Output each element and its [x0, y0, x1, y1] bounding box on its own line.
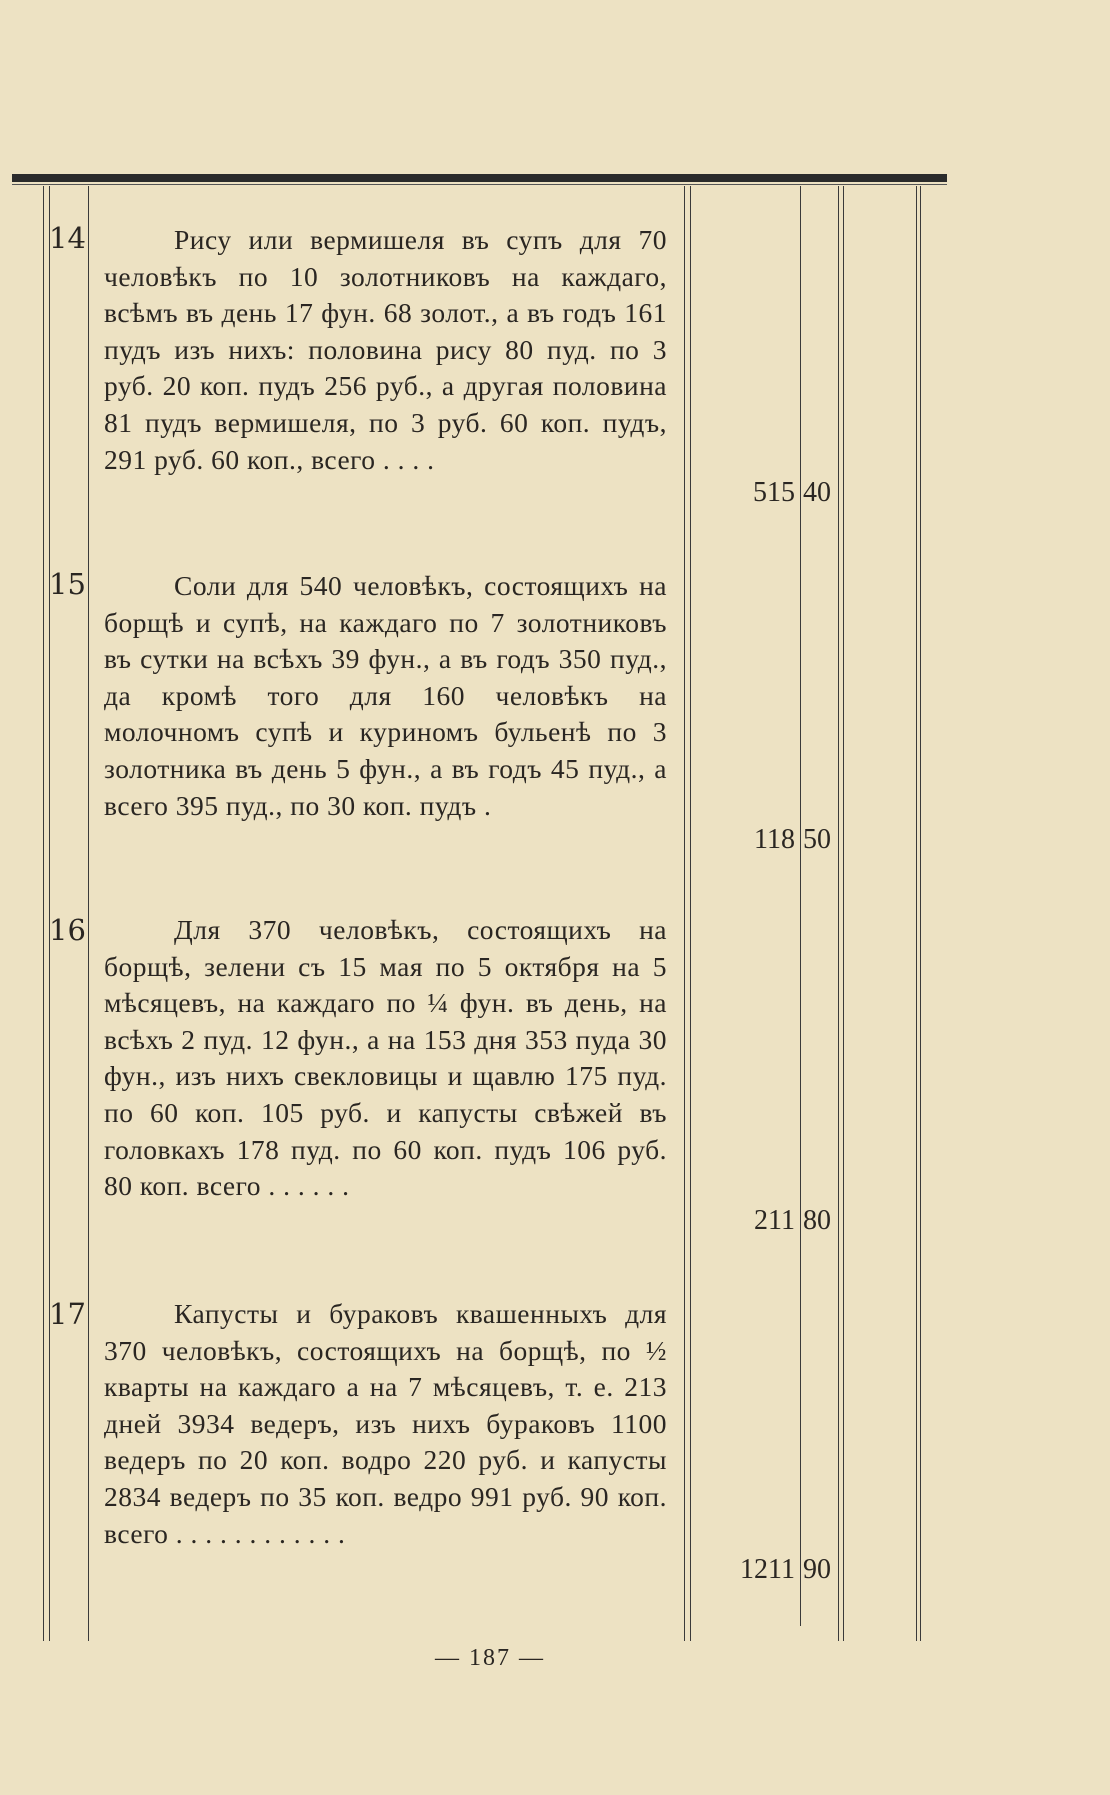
entry-number: 14 — [49, 221, 86, 255]
column-rule — [920, 186, 921, 1641]
column-rule — [838, 186, 839, 1641]
amount-kopecks: 80 — [803, 1205, 831, 1236]
amount-rubles: 1211 — [740, 1554, 795, 1585]
entry-text: Капусты и бураковъ квашенныхъ для 370 человѣкъ, состоящихъ на борщѣ, по ½ кварты на каждаго а на 7 мѣсяцевъ, т. е. 213 дней 3934 ведеръ, изъ нихъ бураковъ 1100 ведеръ по 20 коп. водро 220 руб. и капусты 2834 ведеръ по 35 коп. ведро 991 руб. 90 коп. всего . . . . . . . . . . . . — [104, 1298, 667, 1549]
amount-kopecks: 90 — [803, 1554, 831, 1585]
column-rule — [684, 186, 685, 1641]
amount-rubles: 515 — [753, 477, 795, 508]
entry-text: Рису или вермишеля въ супъ для 70 человѣкъ по 10 золотниковъ на каждаго, всѣмъ въ день 17 фун. 68 золот., а въ годъ 161 пудъ изъ нихъ: половина рису 80 пуд. по 3 руб. 20 коп. пудъ 256 руб., а другая половина 81 пудъ вермишеля, по 3 руб. 60 коп. пудъ, 291 руб. 60 коп., всего . . . . — [104, 224, 667, 475]
column-rule — [43, 186, 44, 1641]
entry-text: Соли для 540 человѣкъ, состоящихъ на борщѣ и супѣ, на каждаго по 7 золотниковъ въ сутки на всѣхъ 39 фун., а въ годъ 350 пуд., да кромѣ того для 160 человѣкъ на молочномъ супѣ и куриномъ бульенѣ по 3 золотника въ день 5 фун., а въ годъ 45 пуд., а всего 395 пуд., по 30 коп. пудъ . — [104, 570, 667, 821]
entry-number: 15 — [49, 567, 86, 601]
amount-kopecks: 50 — [803, 824, 831, 855]
column-rule — [843, 186, 844, 1641]
entry-text: Для 370 человѣкъ, состоящихъ на борщѣ, зелени съ 15 мая по 5 октября на 5 мѣсяцевъ, на каждаго по ¼ фун. въ день, на всѣхъ 2 пуд. 12 фун., а на 153 дня 353 пуда 30 фун., изъ нихъ свекловицы и щавлю 175 пуд. по 60 коп. 105 руб. и капусты свѣжей въ головкахъ 178 пуд. по 60 коп. пудъ 106 руб. 80 коп. всего . . . . . . — [104, 914, 667, 1202]
table-top-rule-thin — [12, 184, 947, 185]
entry-number: 16 — [49, 913, 86, 947]
column-rule — [690, 186, 691, 1641]
amount-rubles: 211 — [754, 1205, 795, 1236]
column-rule — [800, 186, 801, 1626]
column-rule — [916, 186, 917, 1641]
amount-rubles: 118 — [754, 824, 795, 855]
table-top-rule — [12, 174, 947, 182]
amount-kopecks: 40 — [803, 477, 831, 508]
page-number: — 187 — — [435, 1645, 545, 1671]
entry-number: 17 — [49, 1297, 86, 1331]
